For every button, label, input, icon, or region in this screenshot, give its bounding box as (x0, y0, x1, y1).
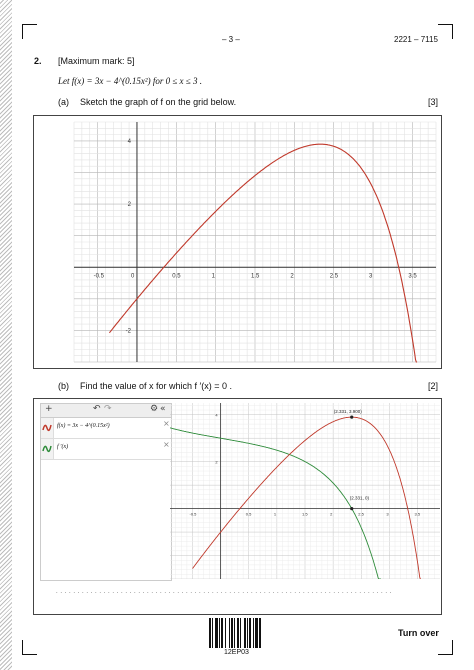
crop-mark-top-right (438, 24, 453, 39)
gdc-graph (170, 403, 440, 579)
barcode-bar (259, 618, 261, 648)
part-b-marks: [2] (428, 381, 439, 391)
x-tick-label: 2 (290, 273, 294, 280)
y-tick-label: 2 (127, 202, 131, 209)
barcode-text: 12EP03 (224, 649, 249, 656)
x-tick-label: 1.5 (302, 511, 308, 517)
y-tick-label: 4 (127, 138, 131, 145)
redo-icon[interactable]: ↷ (104, 404, 112, 414)
question-number: 2. (34, 56, 42, 66)
zero-point (350, 507, 353, 510)
barcode-bar (221, 618, 223, 648)
expression-row-1[interactable] (41, 418, 171, 439)
x-tick-label: 0.5 (172, 273, 181, 280)
y-tick-label: 2 (215, 459, 218, 465)
barcode-bar (240, 618, 241, 648)
y-tick-label: -2 (125, 328, 131, 335)
x-tick-label: 3.5 (414, 511, 421, 517)
function-curve (193, 417, 421, 579)
x-tick-label: 1 (211, 273, 215, 280)
barcode-bar (229, 618, 230, 648)
barcode-bar (234, 618, 235, 648)
close-icon[interactable]: × (163, 440, 170, 449)
x-tick-label: 0 (130, 273, 135, 280)
barcode-bar (219, 618, 220, 648)
barcode-bar (215, 618, 218, 648)
gdc-frame (33, 398, 442, 615)
expression-1-graph-icon[interactable] (41, 418, 54, 438)
part-a-marks: [3] (428, 97, 439, 107)
barcode-bar (255, 618, 258, 648)
x-tick-label: 2 (330, 511, 333, 517)
y-tick-label: 4 (215, 412, 218, 418)
crop-mark-bottom-right (438, 640, 453, 655)
barcode-bar (209, 618, 211, 648)
plus-icon[interactable]: + (45, 404, 53, 414)
x-tick-label: 2.5 (329, 273, 339, 280)
zero-label: (2.331, 0) (349, 495, 370, 501)
x-tick-label: 0.5 (245, 511, 252, 517)
barcode-bar (212, 618, 213, 648)
undo-icon[interactable]: ↶ (93, 404, 101, 414)
x-tick-label: 3.5 (408, 273, 417, 280)
answer-line: . . . . . . . . . . . . . . . . . . . . . . . . . . . . . . . . . . . . . . . . . . . . . . . . . . . . . . . . . . . . . . . . . . . . . . . . . . . . . . (56, 589, 392, 595)
x-tick-label: 3 (369, 273, 373, 280)
binding-edge-strip (0, 0, 12, 670)
barcode-bar (249, 618, 251, 648)
close-icon[interactable]: × (163, 419, 170, 428)
function-curve (109, 144, 417, 362)
double-chevron-left-icon[interactable]: « (160, 404, 166, 414)
gear-icon[interactable]: ⚙ (150, 404, 159, 414)
graph-a (34, 116, 441, 368)
part-b-text: Find the value of x for which f ′(x) = 0 . (80, 381, 233, 391)
part-a-text: Sketch the graph of f on the grid below. (80, 97, 237, 107)
max-mark: [Maximum mark: 5] (58, 56, 135, 66)
graph-a-frame (33, 115, 442, 369)
x-tick-label: 1.5 (251, 273, 260, 280)
expression-toolbar (41, 404, 171, 418)
maximum-label: (2.331, 3.900) (333, 409, 362, 415)
barcode-bar (231, 618, 233, 648)
barcode-bar (244, 618, 246, 648)
barcode-bar (237, 618, 239, 648)
part-b-label: (b) (58, 381, 69, 391)
part-a-label: (a) (58, 97, 69, 107)
x-tick-label: 2.5 (358, 511, 364, 517)
x-tick-label: 1 (273, 511, 277, 517)
barcode-bar (225, 618, 226, 648)
function-definition: Let f(x) = 3x − 4^(0.15x²) for 0 ≤ x ≤ 3 . (58, 76, 202, 86)
x-tick-label: 3 (386, 511, 389, 517)
x-tick-label: -0.5 (189, 511, 197, 517)
crop-mark-bottom-left (22, 640, 37, 655)
expression-2-text: f ′(x) (57, 444, 69, 450)
barcode (209, 618, 265, 648)
crop-mark-top-left (22, 24, 37, 39)
x-tick-label: -0.5 (93, 273, 104, 280)
expression-1-text: f(x) = 3x − 4^(0.15x²) (57, 423, 110, 429)
page-number: – 3 – (222, 35, 240, 44)
expression-row-2[interactable] (41, 439, 171, 460)
maximum-point (350, 416, 353, 419)
expression-2-graph-icon[interactable] (41, 439, 54, 459)
barcode-bar (253, 618, 254, 648)
barcode-bar (247, 618, 248, 648)
paper-code: 2221 – 7115 (394, 35, 438, 44)
expression-panel (40, 403, 172, 581)
turn-over-label: Turn over (398, 628, 439, 638)
